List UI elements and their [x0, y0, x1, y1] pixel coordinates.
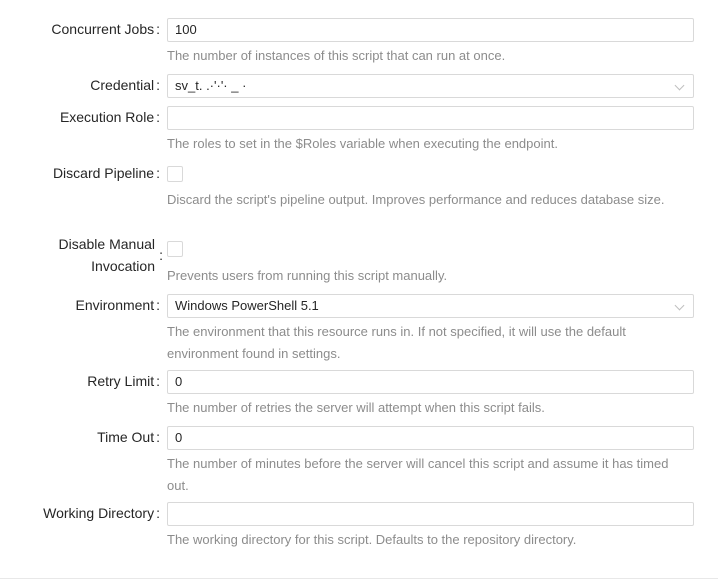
time-out-help: The number of minutes before the server will cancel this script and assume it has timed out.	[167, 456, 669, 493]
disable-manual-invocation-label-line1: Disable Manual	[58, 236, 155, 252]
time-out-value: 0	[175, 430, 183, 445]
retry-limit-input[interactable]	[167, 370, 694, 394]
time-out-label	[97, 426, 160, 448]
credential-label-text: Credential	[90, 77, 155, 93]
working-directory-label-text: Working Directory	[43, 505, 155, 521]
retry-limit-help: The number of retries the server will attempt when this script fails.	[167, 400, 545, 415]
concurrent-jobs-value: 100	[175, 22, 197, 37]
disable-manual-invocation-help: Prevents users from running this script manually.	[167, 268, 448, 283]
discard-pipeline-checkbox[interactable]	[167, 166, 183, 182]
concurrent-jobs-label-text: Concurrent Jobs	[51, 21, 155, 37]
chevron-down-icon	[675, 81, 685, 91]
label-colon: :	[159, 247, 163, 263]
label-colon: :	[156, 165, 160, 181]
concurrent-jobs-help: The number of instances of this script that can run at once.	[167, 48, 506, 63]
working-directory-help: The working directory for this script. Defaults to the repository directory.	[167, 532, 577, 547]
environment-select[interactable]	[167, 294, 694, 318]
disable-manual-invocation-checkbox[interactable]	[167, 241, 183, 257]
execution-role-help: The roles to set in the $Roles variable when executing the endpoint.	[167, 136, 558, 151]
environment-label-text: Environment	[75, 297, 155, 313]
environment-label	[76, 294, 160, 316]
credential-select[interactable]	[167, 74, 694, 98]
execution-role-label	[60, 106, 160, 128]
time-out-label-text: Time Out	[97, 429, 155, 445]
execution-role-label-text: Execution Role	[59, 109, 155, 125]
label-colon: :	[156, 21, 160, 37]
time-out-input[interactable]	[167, 426, 694, 450]
environment-help: The environment that this resource runs in. If not specified, it will use the default environment found in settings.	[167, 324, 626, 361]
working-directory-label	[43, 502, 160, 524]
working-directory-input[interactable]	[167, 502, 694, 526]
label-colon: :	[156, 297, 160, 313]
disable-manual-invocation-label	[10, 233, 163, 277]
discard-pipeline-label	[53, 162, 160, 184]
label-colon: :	[156, 373, 160, 389]
label-colon: :	[156, 429, 160, 445]
discard-pipeline-help: Discard the script's pipeline output. Improves performance and reduces database size.	[167, 192, 665, 207]
concurrent-jobs-label	[51, 18, 160, 40]
disable-manual-invocation-label-line2: Invocation	[91, 258, 155, 274]
label-colon: :	[156, 505, 160, 521]
chevron-down-icon	[675, 301, 685, 311]
credential-value: sv_t. .·'·'· _ ·	[175, 78, 247, 93]
retry-limit-label	[87, 370, 160, 392]
bottom-divider	[0, 578, 718, 579]
credential-label	[90, 74, 160, 96]
discard-pipeline-label-text: Discard Pipeline	[52, 165, 155, 181]
retry-limit-label-text: Retry Limit	[87, 373, 155, 389]
concurrent-jobs-input[interactable]	[167, 18, 694, 42]
label-colon: :	[156, 109, 160, 125]
label-colon: :	[156, 77, 160, 93]
environment-value: Windows PowerShell 5.1	[175, 298, 319, 313]
retry-limit-value: 0	[175, 374, 183, 389]
execution-role-input[interactable]	[167, 106, 694, 130]
